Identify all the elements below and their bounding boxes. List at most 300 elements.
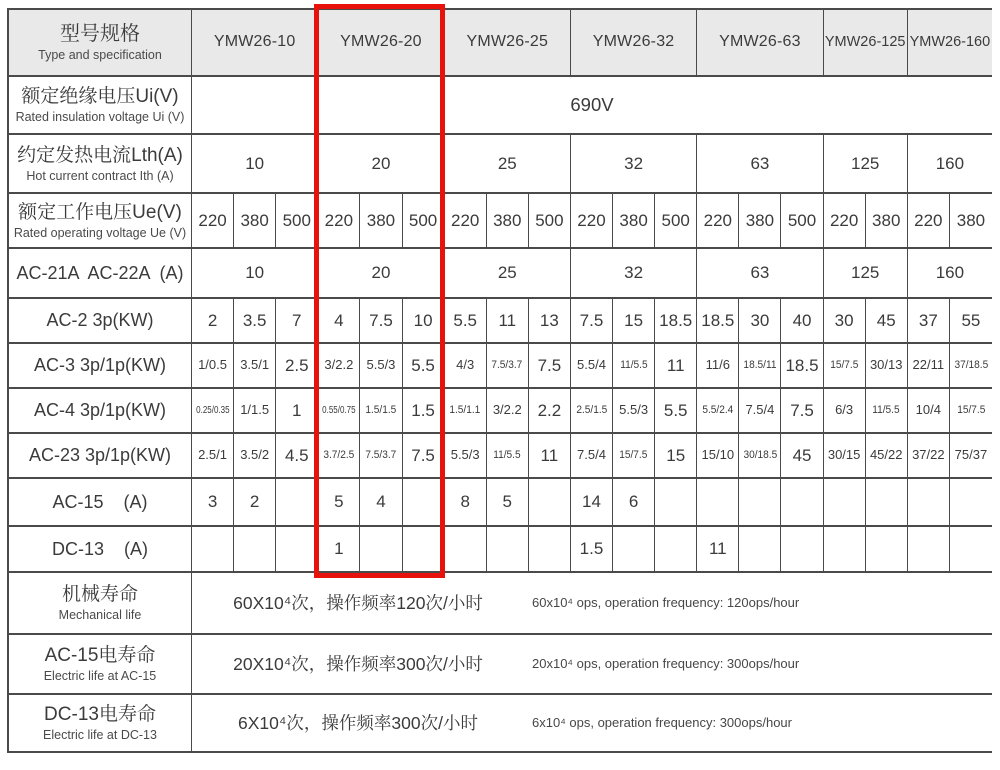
row-label-electric-life-ac15: [9, 635, 192, 695]
cell-value: 18.5: [785, 355, 819, 375]
value-ac15-c5: [360, 479, 402, 527]
cell-value: 3.7/2.5: [323, 449, 355, 462]
value-ac4-3p-1p-c17: [866, 389, 908, 434]
value-hot-current-ymw26-25: [445, 135, 571, 194]
row-label-ac2-3p: [9, 299, 192, 344]
value-dc13-c15: [781, 527, 823, 573]
value-ac2-3p-c15: [781, 299, 823, 344]
cell-value: 18.5/11: [743, 359, 777, 372]
cell-value: 5.5/2.4: [702, 404, 734, 417]
value-ac3-3p-1p-c14: [739, 344, 781, 389]
value-ac3-3p-1p-c16: [824, 344, 866, 389]
row-label: AC-2 3p(KW): [46, 310, 154, 331]
row-label: 约定发热电流Lth(A) Hot current contract Ith (A): [17, 144, 183, 183]
cell-value: 4/3: [456, 357, 475, 373]
life-value: [192, 654, 992, 674]
cell-value: 1.5: [579, 539, 604, 559]
row-label-electric-life-dc13: [9, 695, 192, 753]
value-ac2-3p-c12: [655, 299, 697, 344]
life-value-en: 60x10⁴ ops, operation frequency: 120ops/hour: [532, 594, 800, 610]
cell-value: 1.5/1.5: [365, 404, 397, 417]
row-label-rated-insulation-voltage: [9, 77, 192, 135]
value-ac4-3p-1p-c15: [781, 389, 823, 434]
cell-value: 7.5: [790, 400, 814, 420]
cell-value: 1.5: [411, 400, 435, 420]
cell-value: 5.5: [453, 310, 477, 330]
value-ac3-3p-1p-c19: [950, 344, 992, 389]
value-ac15-c6: [403, 479, 445, 527]
cell-value: 25: [497, 263, 517, 283]
value-ac23-3p-1p-c13: [697, 434, 739, 479]
value-ac15-c18: [908, 479, 950, 527]
cell-value: 2.5/1: [198, 447, 227, 463]
cell-value: 3.5/1: [240, 357, 270, 373]
value-ac3-3p-1p-c7: [445, 344, 487, 389]
cell-value: 63: [750, 263, 770, 283]
life-value: [192, 713, 992, 733]
value-ac3-3p-1p-c6: [403, 344, 445, 389]
model-header-ymw26-160: [908, 10, 992, 77]
value-ac3-3p-1p-c5: [360, 344, 402, 389]
value-ac15-c7: [445, 479, 487, 527]
cell-value: 11/5.5: [872, 404, 900, 417]
value-rated-operating-voltage-c13: [697, 194, 739, 249]
value-ac2-3p-c5: [360, 299, 402, 344]
cell-value: 5: [334, 492, 344, 512]
value-ac3-3p-1p-c13: [697, 344, 739, 389]
value-hot-current-ymw26-20: [318, 135, 444, 194]
cell-value: YMW26-25: [466, 33, 549, 51]
row-label: 额定绝缘电压Ui(V) Rated insulation voltage Ui (V): [15, 86, 185, 124]
cell-value: 500: [408, 210, 438, 230]
value-ac4-3p-1p-c10: [571, 389, 613, 434]
value-rated-insulation-voltage: [192, 77, 992, 135]
value-ac4-3p-1p-c16: [824, 389, 866, 434]
cell-value: 30: [750, 310, 770, 330]
cell-value: 4: [334, 310, 344, 330]
cell-value: 0.25/0.35: [195, 404, 230, 416]
cell-value: 7.5/3.7: [491, 359, 523, 372]
cell-value: 15/7.5: [830, 359, 859, 372]
row-label-ac15: [9, 479, 192, 527]
value-ac15-c12: [655, 479, 697, 527]
cell-value: 7.5/3.7: [365, 449, 397, 462]
model-header-ymw26-63: [697, 10, 823, 77]
value-ac3-3p-1p-c2: [234, 344, 276, 389]
corner-label-zh: 型号规格: [60, 23, 140, 46]
value-ac3-3p-1p-c12: [655, 344, 697, 389]
value-hot-current-ymw26-10: [192, 135, 318, 194]
value-ac15-c2: [234, 479, 276, 527]
value-ac23-3p-1p-c2: [234, 434, 276, 479]
value-rated-operating-voltage-c18: [908, 194, 950, 249]
cell-value: 5.5: [663, 400, 688, 420]
row-label-ac23-3p-1p: [9, 434, 192, 479]
value-ac4-3p-1p-c4: [318, 389, 360, 434]
value-rated-operating-voltage-c4: [318, 194, 360, 249]
value-ac4-3p-1p-c2: [234, 389, 276, 434]
cell-value: 5.5: [411, 355, 435, 375]
value-ac15-c3: [276, 479, 318, 527]
value-dc13-c4: [318, 527, 360, 573]
value-ac3-3p-1p-c8: [487, 344, 529, 389]
row-label-ac21a-ac22a: [9, 249, 192, 299]
value-hot-current-ymw26-32: [571, 135, 697, 194]
value-rated-operating-voltage-c3: [276, 194, 318, 249]
value-dc13-c13: [697, 527, 739, 573]
cell-value: 6/3: [835, 402, 854, 418]
cell-value: 220: [829, 210, 859, 230]
cell-value: 160: [935, 263, 965, 283]
value-ac23-3p-1p-c4: [318, 434, 360, 479]
value-ac3-3p-1p-c1: [192, 344, 234, 389]
cell-value: 220: [703, 210, 732, 230]
cell-value: 37/18.5: [954, 359, 988, 372]
model-header-ymw26-32: [571, 10, 697, 77]
value-ac4-3p-1p-c13: [697, 389, 739, 434]
cell-value: 11: [666, 355, 685, 375]
cell-value: 32: [624, 263, 644, 283]
cell-value: 15/7.5: [619, 449, 648, 462]
cell-value: YMW26-32: [592, 33, 675, 51]
value-ac3-3p-1p-c18: [908, 344, 950, 389]
value-ac3-3p-1p-c3: [276, 344, 318, 389]
value-rated-operating-voltage-c8: [487, 194, 529, 249]
cell-value: 380: [956, 210, 986, 230]
value-mechanical-life: [192, 573, 992, 635]
row-label: DC-13电寿命 Electric life at DC-13: [43, 704, 157, 742]
value-ac15-c8: [487, 479, 529, 527]
row-label: AC-23 3p/1p(KW): [28, 445, 172, 466]
cell-value: 500: [282, 210, 311, 230]
value-ac23-3p-1p-c5: [360, 434, 402, 479]
cell-value: 6: [628, 492, 639, 512]
value-ac2-3p-c17: [866, 299, 908, 344]
model-header-ymw26-125: [824, 10, 908, 77]
value-ac4-3p-1p-c7: [445, 389, 487, 434]
row-label: AC-4 3p/1p(KW): [33, 400, 167, 421]
cell-value: 11/5.5: [493, 449, 521, 462]
cell-value: 160: [935, 153, 965, 173]
spec-table: [7, 8, 992, 753]
value-rated-operating-voltage-c12: [655, 194, 697, 249]
value-ac2-3p-c3: [276, 299, 318, 344]
value-dc13-c14: [739, 527, 781, 573]
cell-value: 7.5: [369, 310, 393, 330]
cell-value: 11: [498, 310, 517, 330]
row-label-ac3-3p-1p: [9, 344, 192, 389]
value-ac2-3p-c7: [445, 299, 487, 344]
value-ac3-3p-1p-c9: [529, 344, 571, 389]
value-ac23-3p-1p-c12: [655, 434, 697, 479]
model-header-ymw26-10: [192, 10, 318, 77]
cell-value: 2: [249, 492, 260, 512]
cell-value: 11: [708, 539, 727, 559]
cell-value: 8: [460, 492, 470, 512]
value-rated-operating-voltage-c14: [739, 194, 781, 249]
cell-value: YMW26-10: [213, 33, 296, 51]
value-ac21a-ac22a-ymw26-160: [908, 249, 992, 299]
cell-value: 10: [245, 263, 265, 283]
model-header-ymw26-25: [445, 10, 571, 77]
life-value: [192, 593, 992, 613]
value-dc13-c7: [445, 527, 487, 573]
value-ac15-c19: [950, 479, 992, 527]
cell-value: 63: [750, 153, 770, 173]
cell-value: YMW26-20: [340, 33, 422, 51]
cell-value: 500: [661, 210, 690, 230]
cell-value: 5: [502, 492, 513, 512]
value-dc13-c16: [824, 527, 866, 573]
row-label: DC-13 (A): [51, 538, 148, 559]
cell-value: 15: [666, 445, 686, 465]
value-dc13-c19: [950, 527, 992, 573]
value-ac23-3p-1p-c7: [445, 434, 487, 479]
value-rated-operating-voltage-c15: [781, 194, 823, 249]
model-header-ymw26-20: [318, 10, 444, 77]
value-ac21a-ac22a-ymw26-10: [192, 249, 318, 299]
cell-value: 4.5: [284, 445, 309, 465]
value-ac23-3p-1p-c17: [866, 434, 908, 479]
cell-value: 5.5/3: [366, 357, 396, 373]
value-ac4-3p-1p-c18: [908, 389, 950, 434]
value-ac4-3p-1p-c3: [276, 389, 318, 434]
value-ac15-c11: [613, 479, 655, 527]
value-ac21a-ac22a-ymw26-25: [445, 249, 571, 299]
life-value-zh: 60X10⁴次，操作频率120次/小时: [233, 592, 483, 613]
cell-value: 3.5/2: [240, 447, 270, 463]
value-dc13-c1: [192, 527, 234, 573]
value-hot-current-ymw26-63: [697, 135, 823, 194]
cell-value: 7.5/4: [577, 447, 606, 463]
value-dc13-c12: [655, 527, 697, 573]
cell-value: 15/7.5: [956, 404, 986, 417]
corner-cell: [9, 10, 192, 77]
cell-value: 75/37: [954, 447, 988, 463]
value-dc13-c17: [866, 527, 908, 573]
value-ac23-3p-1p-c15: [781, 434, 823, 479]
cell-value: 5.5/3: [619, 402, 649, 418]
value-dc13-c3: [276, 527, 318, 573]
cell-value: 2.5/1.5: [576, 404, 607, 417]
value-dc13-c2: [234, 527, 276, 573]
value-ac4-3p-1p-c12: [655, 389, 697, 434]
value-ac4-3p-1p-c6: [403, 389, 445, 434]
value-ac23-3p-1p-c9: [529, 434, 571, 479]
value-rated-operating-voltage-c10: [571, 194, 613, 249]
cell-value: 7.5: [579, 310, 604, 330]
cell-value: 220: [198, 210, 227, 230]
cell-value: 3: [207, 492, 218, 512]
value-ac2-3p-c14: [739, 299, 781, 344]
value-dc13-c8: [487, 527, 529, 573]
life-value-zh: 20X10⁴次，操作频率300次/小时: [233, 653, 483, 674]
cell-value: 45: [876, 310, 896, 330]
value-ac4-3p-1p-c14: [739, 389, 781, 434]
cell-value: 30: [834, 310, 854, 330]
cell-value: 22/11: [912, 357, 945, 373]
cell-value: 2: [207, 310, 218, 330]
value-rated-operating-voltage-c5: [360, 194, 402, 249]
cell-value: 500: [535, 210, 564, 230]
value-hot-current-ymw26-160: [908, 135, 992, 194]
value-ac15-c15: [781, 479, 823, 527]
value-ac23-3p-1p-c1: [192, 434, 234, 479]
cell-value: 18.5: [659, 310, 693, 330]
value-ac4-3p-1p-c1: [192, 389, 234, 434]
value-dc13-c10: [571, 527, 613, 573]
cell-value: 2.5: [284, 355, 309, 375]
cell-value: 380: [240, 210, 269, 230]
cell-value: 220: [450, 210, 480, 230]
value-ac3-3p-1p-c15: [781, 344, 823, 389]
value-ac2-3p-c2: [234, 299, 276, 344]
value-ac4-3p-1p-c19: [950, 389, 992, 434]
value-ac23-3p-1p-c3: [276, 434, 318, 479]
value-rated-operating-voltage-c6: [403, 194, 445, 249]
cell-value: 5.5/3: [450, 447, 480, 463]
value-ac15-c9: [529, 479, 571, 527]
cell-value: 220: [577, 210, 606, 230]
cell-value: 5.5/4: [577, 357, 606, 373]
value-ac15-c14: [739, 479, 781, 527]
cell-value: 1/0.5: [198, 357, 227, 373]
cell-value: 18.5: [701, 310, 735, 330]
cell-value: 10: [245, 153, 265, 173]
cell-value: 11/5.5: [619, 359, 648, 372]
cell-value: YMW26-63: [719, 33, 801, 51]
value-ac23-3p-1p-c10: [571, 434, 613, 479]
value-ac2-3p-c10: [571, 299, 613, 344]
cell-value: 380: [872, 210, 901, 230]
value-rated-operating-voltage-c2: [234, 194, 276, 249]
value-ac3-3p-1p-c10: [571, 344, 613, 389]
value-rated-operating-voltage-c19: [950, 194, 992, 249]
cell-value: 1.5/1.1: [449, 404, 481, 417]
value-ac2-3p-c11: [613, 299, 655, 344]
cell-value: 55: [961, 310, 981, 330]
corner-label-en: Type and specification: [38, 48, 162, 63]
cell-value: 380: [745, 210, 775, 230]
cell-value: 3/2.2: [324, 357, 354, 373]
row-label: AC-3 3p/1p(KW): [33, 355, 167, 376]
value-rated-operating-voltage-c9: [529, 194, 571, 249]
cell-value: 500: [787, 210, 817, 230]
value-ac15-c10: [571, 479, 613, 527]
value-ac23-3p-1p-c16: [824, 434, 866, 479]
cell-value: 380: [619, 210, 648, 230]
value-ac23-3p-1p-c6: [403, 434, 445, 479]
cell-value: 25: [497, 153, 517, 173]
value-dc13-c11: [613, 527, 655, 573]
value-ac2-3p-c13: [697, 299, 739, 344]
row-label: 额定工作电压Ue(V) Rated operating voltage Ue (V): [13, 201, 187, 240]
value-ac15-c17: [866, 479, 908, 527]
value-ac21a-ac22a-ymw26-63: [697, 249, 823, 299]
value-rated-operating-voltage-c16: [824, 194, 866, 249]
row-label: AC-15电寿命 Electric life at AC-15: [43, 645, 157, 683]
life-value-en: 6x10⁴ ops, operation frequency: 300ops/hour: [532, 714, 792, 730]
row-label: AC-21A AC-22A (A): [16, 262, 184, 283]
row-label-mechanical-life: [9, 573, 192, 635]
value-rated-operating-voltage-c1: [192, 194, 234, 249]
cell-value: 2.2: [537, 400, 562, 420]
value-ac2-3p-c4: [318, 299, 360, 344]
cell-value: 1: [334, 539, 344, 559]
value-rated-operating-voltage-c7: [445, 194, 487, 249]
value-ac23-3p-1p-c8: [487, 434, 529, 479]
value-ac15-c1: [192, 479, 234, 527]
row-label: 机械寿命 Mechanical life: [58, 584, 142, 622]
value-ac2-3p-c6: [403, 299, 445, 344]
cell-value: 45: [792, 445, 812, 465]
cell-value: 0.55/0.75: [322, 404, 356, 416]
cell-value: 11/6: [705, 357, 730, 373]
cell-value: 15: [624, 310, 644, 330]
cell-value: 13: [539, 310, 559, 330]
cell-value: YMW26-160: [909, 34, 991, 51]
value-ac23-3p-1p-c18: [908, 434, 950, 479]
value-ac3-3p-1p-c17: [866, 344, 908, 389]
cell-value: 30/13: [869, 357, 903, 373]
value-ac2-3p-c8: [487, 299, 529, 344]
value-ac23-3p-1p-c19: [950, 434, 992, 479]
value-hot-current-ymw26-125: [824, 135, 908, 194]
value-ac15-c13: [697, 479, 739, 527]
cell-value: 220: [914, 210, 943, 230]
cell-value: 380: [366, 210, 396, 230]
value-ac21a-ac22a-ymw26-20: [318, 249, 444, 299]
cell-value: 40: [792, 310, 812, 330]
life-value-zh: 6X10⁴次，操作频率300次/小时: [238, 712, 478, 733]
cell-value: 3/2.2: [492, 402, 522, 418]
value-ac3-3p-1p-c11: [613, 344, 655, 389]
cell-value: 11: [540, 445, 559, 465]
cell-value: 7: [292, 310, 302, 330]
value-dc13-c5: [360, 527, 402, 573]
value-electric-life-ac15: [192, 635, 992, 695]
value-ac2-3p-c16: [824, 299, 866, 344]
cell-value: 7.5: [537, 355, 562, 375]
value-ac4-3p-1p-c8: [487, 389, 529, 434]
cell-value: 7.5/4: [745, 402, 775, 418]
value-dc13-c6: [403, 527, 445, 573]
cell-value: 45/22: [869, 447, 903, 463]
value-dc13-c9: [529, 527, 571, 573]
cell-value: 4: [376, 492, 386, 512]
cell-value: 32: [624, 153, 644, 173]
cell-value: 10: [413, 310, 433, 330]
row-label-dc13: [9, 527, 192, 573]
row-label-hot-current: [9, 135, 192, 194]
value-ac23-3p-1p-c14: [739, 434, 781, 479]
cell-value: 30/15: [827, 447, 861, 463]
cell-value: 125: [850, 263, 880, 283]
cell-value: 15/10: [701, 447, 735, 463]
value-rated-operating-voltage-c17: [866, 194, 908, 249]
value-electric-life-dc13: [192, 695, 992, 753]
value-rated-operating-voltage-c11: [613, 194, 655, 249]
row-label-ac4-3p-1p: [9, 389, 192, 434]
cell-value: 3.5: [242, 310, 267, 330]
cell-value: 30/18.5: [743, 449, 777, 462]
cell-value: 37: [918, 310, 938, 330]
value-dc13-c18: [908, 527, 950, 573]
cell-value: YMW26-125: [824, 34, 906, 51]
value-ac23-3p-1p-c11: [613, 434, 655, 479]
cell-value: 7.5: [411, 445, 435, 465]
value-ac3-3p-1p-c4: [318, 344, 360, 389]
